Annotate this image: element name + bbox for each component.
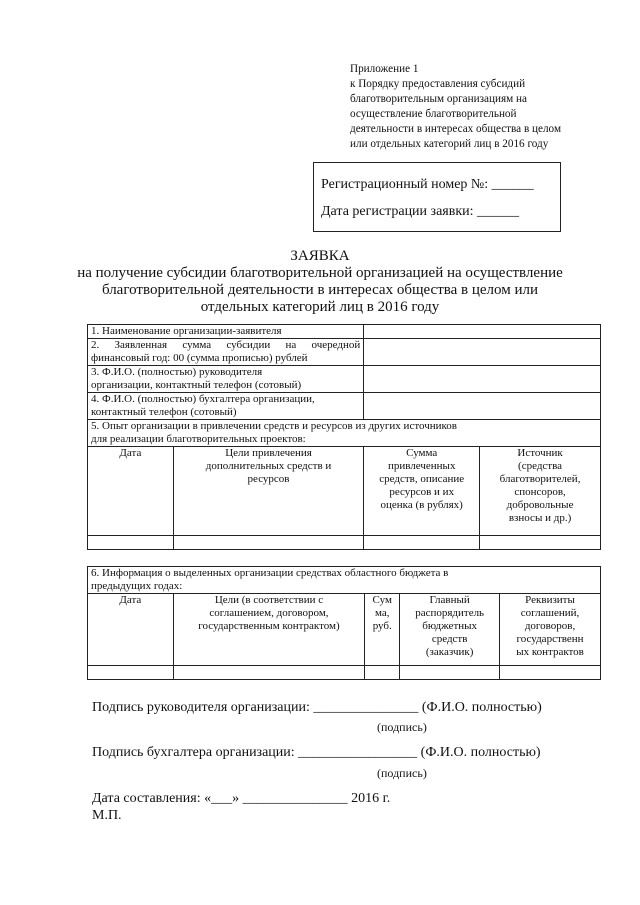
- header-text: дополнительных средств и: [205, 460, 332, 472]
- table-row: [88, 420, 601, 447]
- head-signature-line[interactable]: Подпись руководителя организации: _______________ (Ф.И.О. полностью): [92, 700, 542, 715]
- table-row: [88, 393, 601, 420]
- table-row: [88, 366, 601, 393]
- header-text: соглашением, договором,: [209, 607, 329, 619]
- header-text: распорядитель: [415, 607, 485, 619]
- row-label-line: контактный телефон (сотовый): [91, 406, 237, 418]
- row-value-cell[interactable]: [364, 393, 601, 420]
- header-text: ресурсов и их: [389, 486, 455, 498]
- column-header-goals: [173, 594, 365, 666]
- header-text: ых контрактов: [516, 646, 584, 658]
- appendix-line: деятельности в интересах общества в целом: [350, 123, 562, 135]
- header-text: Дата: [119, 594, 142, 606]
- row-label-line: 3. Ф.И.О. (полностью) руководителя: [91, 366, 263, 378]
- header-text: Реквизиты: [525, 594, 575, 606]
- compilation-date-line[interactable]: Дата составления: «___» _______________ 2016 г.: [92, 791, 391, 806]
- header-text: договоров,: [524, 620, 576, 632]
- appendix-line: Приложение 1: [350, 63, 419, 75]
- accountant-signature-line[interactable]: Подпись бухгалтера организации: _________________ (Ф.И.О. полностью): [92, 745, 541, 760]
- table-row: [88, 339, 601, 366]
- table-row: [88, 567, 601, 594]
- document-title: [0, 248, 640, 316]
- header-text: государственным контрактом): [198, 620, 340, 632]
- row-value-cell[interactable]: [364, 366, 601, 393]
- column-header-source: [480, 447, 601, 536]
- empty-cell[interactable]: [500, 666, 601, 680]
- accountant-signature-caption: (подпись): [377, 766, 427, 780]
- column-header-date: [88, 594, 174, 666]
- header-text: Источник: [517, 447, 563, 459]
- empty-cell[interactable]: [400, 666, 500, 680]
- title-line: на получение субсидии благотворительной организацией на осуществление: [77, 265, 563, 281]
- header-text: (заказчик): [425, 646, 474, 658]
- header-text: благотворителей,: [499, 473, 581, 485]
- row-label-line: финансовый год: 00 (сумма прописью) рублей: [91, 352, 308, 364]
- header-text: руб.: [372, 620, 392, 632]
- column-header-manager: [400, 594, 500, 666]
- empty-cell[interactable]: [173, 536, 364, 550]
- column-header-date: [88, 447, 174, 536]
- appendix-line: или отдельных категорий лиц в 2016 году: [350, 138, 549, 150]
- header-text: Сум: [372, 594, 392, 606]
- registration-number-field[interactable]: Регистрационный номер №: ______: [321, 177, 534, 192]
- header-text: ресурсов: [247, 473, 290, 485]
- header-text: спонсоров,: [514, 486, 566, 498]
- column-header-goals: [173, 447, 364, 536]
- header-text: средств: [431, 633, 468, 645]
- section-label-line: предыдущих годах:: [91, 580, 183, 592]
- empty-cell[interactable]: [480, 536, 601, 550]
- row-label: [88, 393, 364, 420]
- header-text: Сумма: [406, 447, 438, 459]
- column-header-details: [500, 594, 601, 666]
- header-text: государственн: [516, 633, 584, 645]
- row-label: [88, 366, 364, 393]
- table-header-row: [88, 447, 601, 536]
- empty-cell[interactable]: [365, 666, 400, 680]
- empty-cell[interactable]: [173, 666, 365, 680]
- budget-funds-table: [87, 566, 601, 680]
- appendix-line: к Порядку предоставления субсидий: [350, 78, 526, 90]
- header-text: привлеченных: [387, 460, 456, 472]
- row-value-cell[interactable]: [364, 325, 601, 339]
- row-label-line: 4. Ф.И.О. (полностью) бухгалтера организации,: [91, 393, 315, 405]
- section-label-line: для реализации благотворительных проектов:: [91, 433, 306, 445]
- section-label-line: 5. Опыт организации в привлечении средств и ресурсов из других источников: [91, 420, 457, 432]
- header-text: оценка (в рублях): [380, 499, 463, 511]
- header-text: Дата: [119, 447, 142, 459]
- appendix-line: благотворительным организациям на: [350, 93, 527, 105]
- row-label: 1. Наименование организации-заявителя: [88, 325, 364, 339]
- header-text: бюджетных: [422, 620, 478, 632]
- column-header-sum: [365, 594, 400, 666]
- header-text: (средства: [518, 460, 563, 472]
- row-label-line: организации, контактный телефон (сотовый): [91, 379, 302, 391]
- title-line: благотворительной деятельности в интересах общества в целом или: [101, 282, 539, 298]
- header-text: добровольные: [506, 499, 574, 511]
- title-heading: ЗАЯВКА: [290, 248, 350, 264]
- title-line: отдельных категорий лиц в 2016 году: [200, 299, 440, 315]
- appendix-note: [350, 62, 600, 152]
- registration-date-field[interactable]: Дата регистрации заявки: ______: [321, 204, 520, 219]
- header-text: ма,: [374, 607, 390, 619]
- application-table: [87, 324, 601, 550]
- empty-cell[interactable]: [364, 536, 480, 550]
- header-text: Цели (в соответствии с: [214, 594, 324, 606]
- stamp-label: М.П.: [92, 808, 122, 823]
- section-label: [88, 420, 601, 447]
- section-label-line: 6. Информация о выделенных организации средствах областного бюджета в: [91, 567, 449, 579]
- row-label-line: 2. Заявленная сумма субсидии на очередной: [91, 339, 361, 351]
- header-text: соглашений,: [520, 607, 580, 619]
- header-text: Цели привлечения: [225, 447, 312, 459]
- empty-cell[interactable]: [88, 666, 174, 680]
- column-header-sum: [364, 447, 480, 536]
- row-label: [88, 339, 364, 366]
- empty-cell[interactable]: [88, 536, 174, 550]
- header-text: взносы и др.): [508, 512, 572, 524]
- head-signature-caption: (подпись): [377, 720, 427, 734]
- row-value-cell[interactable]: [364, 339, 601, 366]
- registration-box: [313, 162, 561, 232]
- header-text: Главный: [429, 594, 470, 606]
- table-row: [88, 536, 601, 550]
- table-row: [88, 325, 601, 339]
- section-label: [88, 567, 601, 594]
- table-header-row: [88, 594, 601, 666]
- table-row: [88, 666, 601, 680]
- appendix-line: осуществление благотворительной: [350, 108, 517, 120]
- header-text: средств, описание: [379, 473, 465, 485]
